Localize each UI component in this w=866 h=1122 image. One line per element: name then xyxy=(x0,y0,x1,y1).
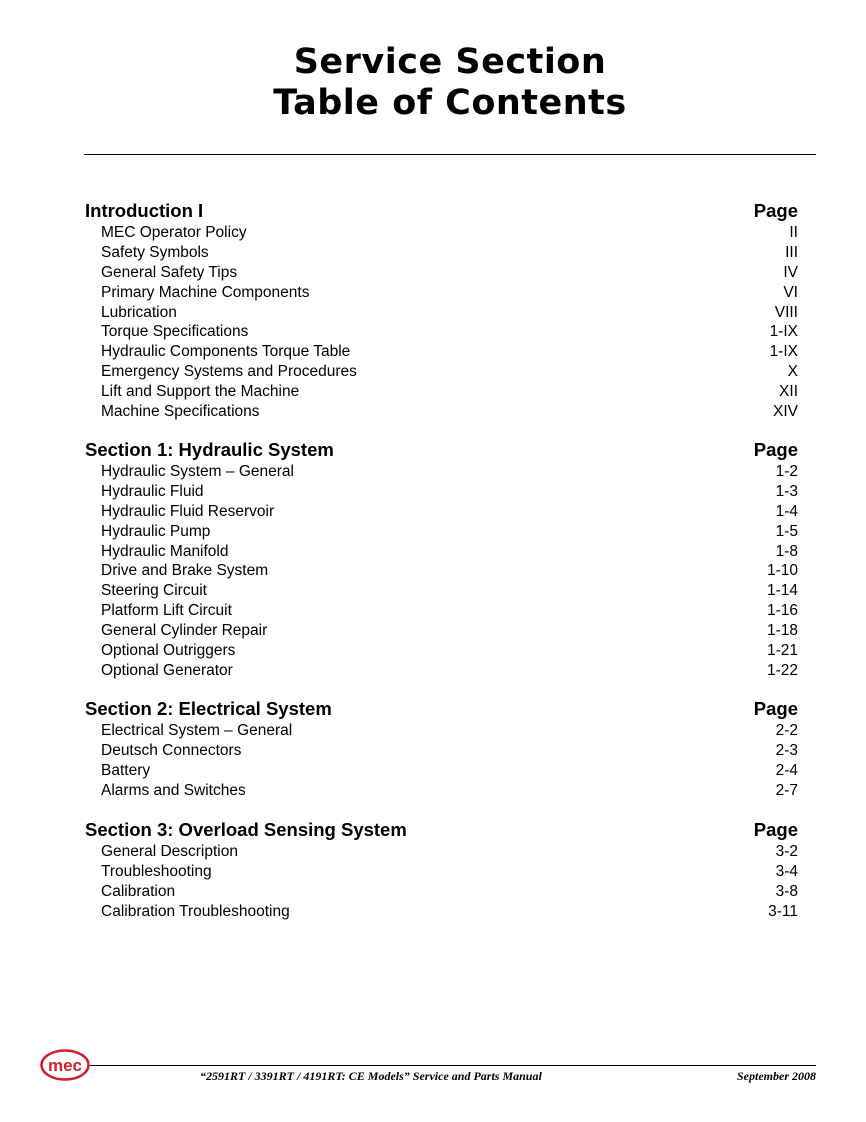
toc-entry-label: Alarms and Switches xyxy=(101,781,246,799)
toc-entry[interactable] xyxy=(85,581,798,601)
toc-entry-page: 1-16 xyxy=(766,602,798,620)
toc-entry-label: Hydraulic System – General xyxy=(101,463,294,480)
toc-entry-label: Platform Lift Circuit xyxy=(101,602,232,620)
toc-entry-page: XIV xyxy=(773,403,798,421)
toc-section xyxy=(85,199,798,422)
toc-entry[interactable] xyxy=(85,741,798,761)
toc-entry-page: 1-18 xyxy=(766,622,798,640)
toc-section xyxy=(85,697,798,801)
section-page-label: Page xyxy=(753,819,798,840)
toc-entry-label: MEC Operator Policy xyxy=(101,224,247,241)
section-title: Section 3: Overload Sensing System xyxy=(85,819,407,840)
toc-entry-label: Hydraulic Manifold xyxy=(101,542,229,560)
toc-entry-page: VI xyxy=(783,283,798,301)
toc-entry[interactable] xyxy=(85,561,798,581)
toc-entry[interactable] xyxy=(85,882,798,902)
toc-entry-page: 1-21 xyxy=(766,642,798,660)
mec-logo xyxy=(40,1049,90,1081)
toc-section xyxy=(85,818,798,922)
toc-entry[interactable] xyxy=(85,902,798,922)
toc-entry-page: 2-4 xyxy=(775,761,798,779)
toc-entry-label: Machine Specifications xyxy=(101,403,260,421)
toc-entry[interactable] xyxy=(85,721,798,741)
toc-entry-page: 2-7 xyxy=(775,781,798,799)
section-heading xyxy=(85,818,798,842)
toc-entry[interactable] xyxy=(85,482,798,502)
toc-entry[interactable] xyxy=(85,243,798,263)
toc-entry-label: Optional Outriggers xyxy=(101,642,236,660)
footer-divider xyxy=(90,1065,816,1066)
toc-entry[interactable] xyxy=(85,322,798,342)
toc-entry-page: 3-8 xyxy=(775,882,798,900)
toc-entry[interactable] xyxy=(85,283,798,303)
toc-entry-label: General Description xyxy=(101,843,238,860)
toc-entry[interactable] xyxy=(85,462,798,482)
section-heading xyxy=(85,199,798,223)
toc-entry[interactable] xyxy=(85,601,798,621)
section-page-label: Page xyxy=(753,439,798,460)
toc-entry-label: Hydraulic Pump xyxy=(101,522,211,540)
toc-entry[interactable] xyxy=(85,542,798,562)
toc-entry[interactable] xyxy=(85,362,798,382)
toc-entry-page: 1-14 xyxy=(766,582,798,600)
toc-entry-label: Battery xyxy=(101,761,151,779)
toc-entry[interactable] xyxy=(85,661,798,681)
toc-entry-page: III xyxy=(785,243,798,261)
toc-entry-label: Calibration Troubleshooting xyxy=(101,902,290,920)
toc-entry-label: Primary Machine Components xyxy=(101,283,310,301)
toc-entry[interactable] xyxy=(85,303,798,323)
toc-entry-label: Electrical System – General xyxy=(101,722,293,739)
toc-entry-page: 3-11 xyxy=(768,902,798,920)
toc-entry-label: Torque Specifications xyxy=(101,323,249,341)
toc-entry[interactable] xyxy=(85,842,798,862)
page-title-line-2: Table of Contents xyxy=(273,83,627,123)
toc-entry-page: 3-2 xyxy=(775,843,798,860)
section-heading xyxy=(85,697,798,721)
toc-entry[interactable] xyxy=(85,223,798,243)
toc-entry-page: 3-4 xyxy=(775,862,798,880)
toc-entry-label: General Safety Tips xyxy=(101,263,238,281)
toc-entry-label: Lubrication xyxy=(101,303,177,321)
toc-entry-page: 1-8 xyxy=(775,542,798,560)
toc-section xyxy=(85,438,798,681)
logo-text: mec xyxy=(47,1056,83,1075)
section-title: Section 1: Hydraulic System xyxy=(85,439,334,460)
toc-entry-page: 2-3 xyxy=(775,741,798,759)
footer-date: September 2008 xyxy=(737,1069,816,1083)
section-page-label: Page xyxy=(753,698,798,719)
section-heading xyxy=(85,438,798,462)
toc-entry[interactable] xyxy=(85,502,798,522)
toc-entry-page: VIII xyxy=(774,303,798,321)
toc-entry[interactable] xyxy=(85,761,798,781)
toc-entry-label: Deutsch Connectors xyxy=(101,741,242,759)
section-page-label: Page xyxy=(753,200,798,221)
toc-entry-page: 1-IX xyxy=(769,323,798,341)
toc-entry-label: Optional Generator xyxy=(101,661,233,679)
toc-entry-page: IV xyxy=(783,263,798,281)
toc-entry-label: Calibration xyxy=(101,882,176,900)
section-title: Section 2: Electrical System xyxy=(85,698,332,719)
toc-entry-label: Drive and Brake System xyxy=(101,562,269,580)
toc-entry[interactable] xyxy=(85,342,798,362)
toc-entry-page: 1-5 xyxy=(775,522,798,540)
toc-entry-label: Hydraulic Fluid Reservoir xyxy=(101,502,275,520)
toc-entry-page: 2-2 xyxy=(775,722,798,739)
toc-entry-label: Hydraulic Components Torque Table xyxy=(101,343,351,361)
toc-entry[interactable] xyxy=(85,621,798,641)
toc-entry-label: Troubleshooting xyxy=(101,862,212,880)
toc-entry-label: General Cylinder Repair xyxy=(101,622,268,640)
toc-entry-page: 1-3 xyxy=(775,482,798,500)
footer-manual-title: “2591RT / 3391RT / 4191RT: CE Models” Service and Parts Manual xyxy=(200,1069,542,1083)
toc-entry-page: XII xyxy=(779,383,798,401)
toc-entry-label: Emergency Systems and Procedures xyxy=(101,363,357,381)
toc-entry[interactable] xyxy=(85,781,798,801)
toc-entry-page: 1-2 xyxy=(775,463,798,480)
toc-entry[interactable] xyxy=(85,641,798,661)
toc-entry-page: 1-IX xyxy=(769,343,798,361)
toc-entry[interactable] xyxy=(85,862,798,882)
title-divider xyxy=(84,154,816,155)
toc-entry[interactable] xyxy=(85,522,798,542)
toc-entry-page: 1-22 xyxy=(766,661,798,679)
toc-entry[interactable] xyxy=(85,402,798,422)
toc-entry-page: 1-10 xyxy=(766,562,798,580)
toc-entry-label: Lift and Support the Machine xyxy=(101,383,300,401)
toc-entry-label: Hydraulic Fluid xyxy=(101,482,204,500)
toc-entry-label: Safety Symbols xyxy=(101,243,209,261)
toc-entry-label: Steering Circuit xyxy=(101,582,207,600)
toc-entry-page: X xyxy=(787,363,798,381)
toc-entry[interactable] xyxy=(85,382,798,402)
toc-entry-page: 1-4 xyxy=(775,502,798,520)
toc-entry-page: II xyxy=(789,224,798,241)
toc-entry[interactable] xyxy=(85,263,798,283)
page-title-line-1: Service Section xyxy=(293,42,607,82)
section-title: Introduction I xyxy=(85,200,204,221)
